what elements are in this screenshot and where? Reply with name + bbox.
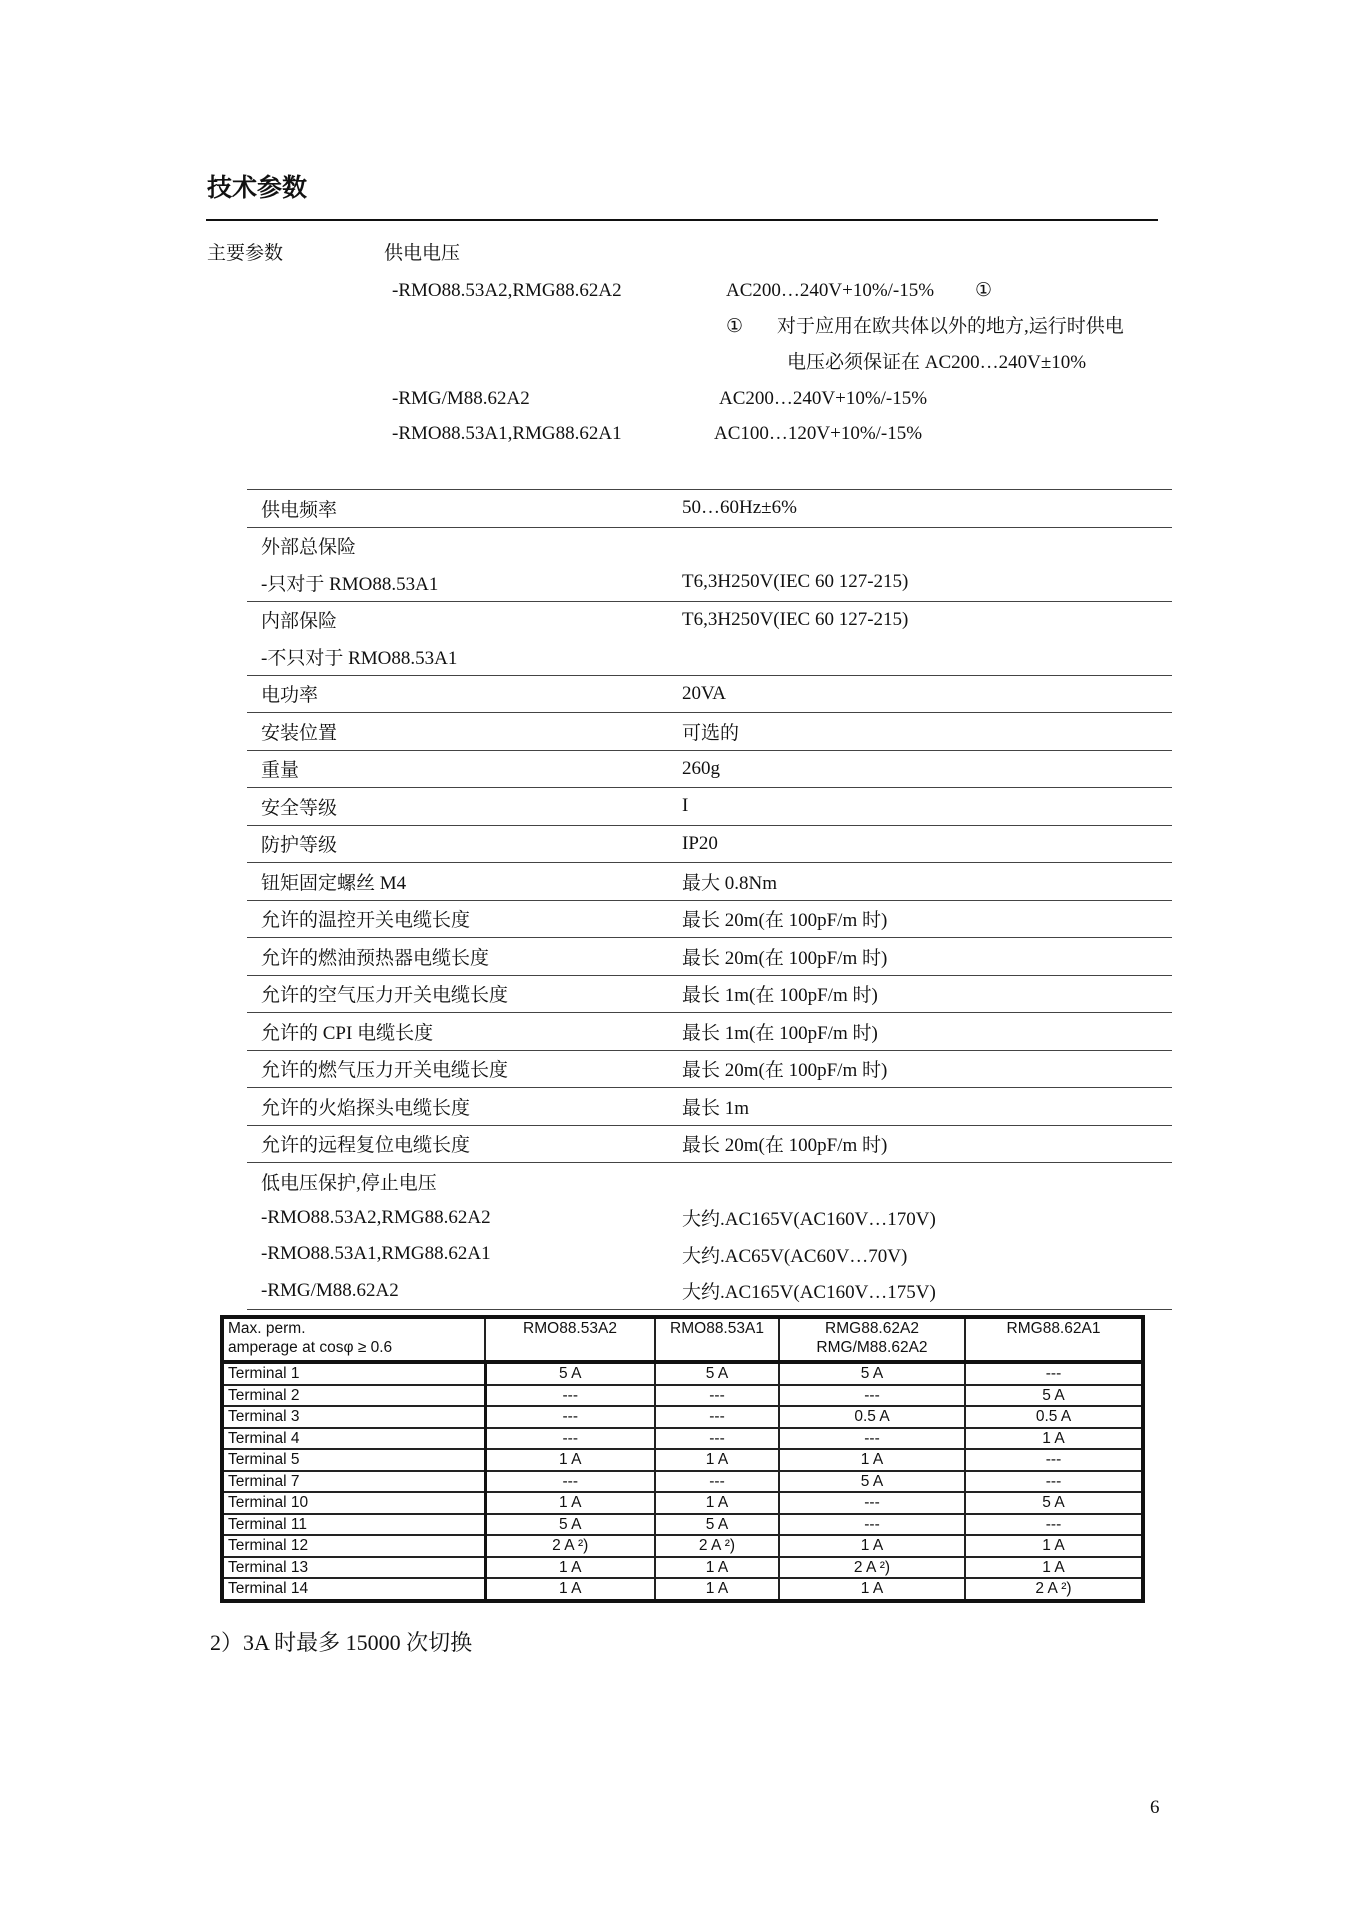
- spec-value: 最长 20m(在 100pF/m 时): [682, 900, 1172, 938]
- amp-value: 1 A: [779, 1578, 965, 1601]
- header-line: RMG88.62A2: [825, 1320, 919, 1337]
- spec-row: [247, 1273, 1172, 1310]
- spec-value: 大约.AC65V(AC60V…70V): [682, 1245, 908, 1267]
- spec-label: 防护等级: [247, 825, 682, 863]
- amp-value: 5 A: [485, 1362, 655, 1385]
- spec-value: [682, 1163, 1172, 1200]
- amp-row: [222, 1428, 1143, 1450]
- amp-value: 5 A: [655, 1514, 779, 1536]
- terminal-label: Terminal 4: [222, 1428, 485, 1450]
- spec-label: -RMO88.53A2,RMG88.62A2: [261, 1206, 491, 1228]
- amp-value: ---: [965, 1449, 1143, 1471]
- spec-label: 低电压保护,停止电压: [247, 1163, 682, 1200]
- amp-value: ---: [779, 1492, 965, 1514]
- header-line: RMO88.53A2: [523, 1320, 617, 1337]
- amp-value: 2 A ²): [485, 1535, 655, 1557]
- voltage-value: AC200…240V+10%/-15%: [719, 388, 928, 409]
- spec-value: 最长 1m(在 100pF/m 时): [682, 975, 1172, 1013]
- amp-col-header: [485, 1317, 655, 1362]
- page-number: 6: [1150, 1797, 1160, 1818]
- voltage-model: -RMO88.53A2,RMG88.62A2: [392, 280, 622, 301]
- amp-value: ---: [655, 1385, 779, 1407]
- spec-label: 内部保险: [247, 601, 682, 638]
- amp-value: 1 A: [655, 1492, 779, 1514]
- amp-row: [222, 1557, 1143, 1579]
- spec-value: 最长 20m(在 100pF/m 时): [682, 1050, 1172, 1088]
- terminal-label: Terminal 11: [222, 1514, 485, 1536]
- spec-label: 允许的温控开关电缆长度: [247, 900, 682, 938]
- amp-row: [222, 1385, 1143, 1407]
- amp-value: 0.5 A: [965, 1406, 1143, 1428]
- amp-value: 1 A: [655, 1557, 779, 1579]
- amp-value: 5 A: [485, 1514, 655, 1536]
- terminal-label: Terminal 12: [222, 1535, 485, 1557]
- amp-value: ---: [965, 1514, 1143, 1536]
- amp-value: 1 A: [779, 1449, 965, 1471]
- spec-value: 20VA: [682, 675, 1172, 713]
- amp-col-header: [965, 1317, 1143, 1362]
- spec-row: [247, 638, 1172, 675]
- voltage-value: AC100…120V+10%/-15%: [714, 423, 923, 444]
- amp-value: 5 A: [779, 1471, 965, 1493]
- spec-row: [247, 713, 1172, 751]
- terminal-label: Terminal 7: [222, 1471, 485, 1493]
- amp-value: 5 A: [655, 1362, 779, 1385]
- amp-value: 0.5 A: [779, 1406, 965, 1428]
- terminal-label: Terminal 14: [222, 1578, 485, 1601]
- amp-row: [222, 1535, 1143, 1557]
- voltage-model: -RMO88.53A1,RMG88.62A1: [392, 423, 622, 444]
- spec-value: 大约.AC165V(AC160V…175V): [682, 1273, 1172, 1310]
- spec-row: [247, 1088, 1172, 1126]
- terminal-label: Terminal 10: [222, 1492, 485, 1514]
- spec-value: IP20: [682, 825, 1172, 863]
- amp-value: ---: [655, 1471, 779, 1493]
- amp-value: ---: [779, 1428, 965, 1450]
- spec-value: T6,3H250V(IEC 60 127-215): [682, 601, 1172, 638]
- amp-value: 1 A: [965, 1557, 1143, 1579]
- spec-value: 最长 20m(在 100pF/m 时): [682, 1125, 1172, 1163]
- terminal-label: Terminal 1: [222, 1362, 485, 1385]
- spec-row: [247, 1163, 1172, 1200]
- amperage-table: [220, 1315, 1145, 1603]
- note-mark: ①: [726, 316, 744, 337]
- amp-value: 1 A: [485, 1557, 655, 1579]
- amp-value: ---: [779, 1385, 965, 1407]
- header-line: RMG/M88.62A2: [816, 1339, 928, 1356]
- spec-row: [247, 900, 1172, 938]
- amp-value: 2 A ²): [655, 1535, 779, 1557]
- note-text: 对于应用在欧共体以外的地方,运行时供电: [777, 316, 1124, 337]
- spec-label: 供电频率: [247, 490, 682, 528]
- spec-row: [247, 490, 1172, 528]
- spec-label: -RMO88.53A1,RMG88.62A1: [261, 1243, 491, 1265]
- spec-value: 最长 1m(在 100pF/m 时): [682, 1013, 1172, 1051]
- spec-label: 允许的空气压力开关电缆长度: [247, 975, 682, 1013]
- amp-row: [222, 1578, 1143, 1601]
- spec-value: 最长 1m: [682, 1088, 1172, 1126]
- spec-row: [247, 1013, 1172, 1051]
- amp-value: 1 A: [779, 1535, 965, 1557]
- voltage-value: AC200…240V+10%/-15%: [726, 280, 935, 301]
- amp-value: ---: [655, 1406, 779, 1428]
- spec-label: 钮矩固定螺丝 M4: [247, 863, 682, 901]
- spec-value: 大约.AC165V(AC160V…170V): [682, 1209, 936, 1231]
- amp-value: 1 A: [485, 1578, 655, 1601]
- spec-row: [247, 564, 1172, 601]
- amp-row: [222, 1449, 1143, 1471]
- amp-value: 1 A: [485, 1449, 655, 1471]
- spec-label: -不只对于 RMO88.53A1: [261, 647, 458, 669]
- header-line: RMO88.53A1: [670, 1320, 764, 1337]
- header-line: RMG88.62A1: [1006, 1320, 1101, 1337]
- amp-row: [222, 1362, 1143, 1385]
- spec-row: [247, 975, 1172, 1013]
- spec-row: [247, 1200, 1172, 1237]
- spec-table: [247, 489, 1172, 1310]
- amp-value: ---: [965, 1362, 1143, 1385]
- voltage-model: -RMG/M88.62A2: [392, 388, 530, 409]
- spec-row: [247, 1236, 1172, 1273]
- spec-label: 外部总保险: [247, 527, 682, 564]
- amp-value: ---: [485, 1385, 655, 1407]
- spec-label: 允许的燃气压力开关电缆长度: [247, 1050, 682, 1088]
- terminal-label: Terminal 3: [222, 1406, 485, 1428]
- header-line: Max. perm.: [228, 1320, 306, 1337]
- spec-row: [247, 788, 1172, 826]
- spec-label: 允许的远程复位电缆长度: [247, 1125, 682, 1163]
- spec-row: [247, 527, 1172, 564]
- spec-label: 安全等级: [247, 788, 682, 826]
- note-mark: ①: [975, 280, 993, 301]
- header-line: amperage at cosφ ≥ 0.6: [228, 1339, 393, 1356]
- spec-value: 最长 20m(在 100pF/m 时): [682, 938, 1172, 976]
- amp-value: ---: [779, 1514, 965, 1536]
- amp-row: [222, 1514, 1143, 1536]
- amp-value: 1 A: [655, 1449, 779, 1471]
- spec-label: -只对于 RMO88.53A1: [261, 573, 439, 595]
- spec-value: [682, 527, 1172, 564]
- amp-value: 5 A: [779, 1362, 965, 1385]
- spec-value: 最大 0.8Nm: [682, 863, 1172, 901]
- title-divider: [206, 219, 1158, 221]
- terminal-label: Terminal 2: [222, 1385, 485, 1407]
- spec-row: [247, 1125, 1172, 1163]
- amp-col-header: [655, 1317, 779, 1362]
- spec-row: [247, 675, 1172, 713]
- amp-value: ---: [655, 1428, 779, 1450]
- spec-value: 50…60Hz±6%: [682, 490, 1172, 528]
- terminal-label: Terminal 13: [222, 1557, 485, 1579]
- amp-value: ---: [485, 1406, 655, 1428]
- amp-col-header: [779, 1317, 965, 1362]
- spec-value: 可选的: [682, 713, 1172, 751]
- section-label: 主要参数: [207, 243, 284, 264]
- amp-header-label: [222, 1317, 485, 1362]
- spec-row: [247, 938, 1172, 976]
- amp-value: 2 A ²): [965, 1578, 1143, 1601]
- spec-value: T6,3H250V(IEC 60 127-215): [682, 571, 909, 593]
- amp-value: 1 A: [965, 1535, 1143, 1557]
- spec-label: 允许的燃油预热器电缆长度: [247, 938, 682, 976]
- amp-value: 2 A ²): [779, 1557, 965, 1579]
- amp-row: [222, 1406, 1143, 1428]
- footnote: 2）3A 时最多 15000 次切换: [210, 1630, 473, 1655]
- note-text: 电压必须保证在 AC200…240V±10%: [787, 352, 1087, 373]
- spec-value: 260g: [682, 750, 1172, 788]
- spec-row: [247, 863, 1172, 901]
- spec-label: 电功率: [247, 675, 682, 713]
- spec-row: [247, 750, 1172, 788]
- amp-value: 1 A: [655, 1578, 779, 1601]
- amp-row: [222, 1492, 1143, 1514]
- spec-value: I: [682, 788, 1172, 826]
- amp-row: [222, 1471, 1143, 1493]
- spec-label: 安装位置: [247, 713, 682, 751]
- spec-label: 允许的 CPI 电缆长度: [247, 1013, 682, 1051]
- amp-value: ---: [485, 1471, 655, 1493]
- amp-value: ---: [485, 1428, 655, 1450]
- amp-value: 1 A: [965, 1428, 1143, 1450]
- spec-row: [247, 825, 1172, 863]
- spec-label: 允许的火焰探头电缆长度: [247, 1088, 682, 1126]
- spec-row: [247, 601, 1172, 638]
- terminal-label: Terminal 5: [222, 1449, 485, 1471]
- spec-value: [682, 638, 1172, 675]
- page-title: 技术参数: [207, 175, 308, 202]
- spec-row: [247, 1050, 1172, 1088]
- spec-label: -RMG/M88.62A2: [247, 1273, 682, 1310]
- amp-value: 5 A: [965, 1492, 1143, 1514]
- spec-label: 重量: [247, 750, 682, 788]
- amp-value: 5 A: [965, 1385, 1143, 1407]
- amp-value: ---: [965, 1471, 1143, 1493]
- amp-header-row: [222, 1317, 1143, 1362]
- amp-value: 1 A: [485, 1492, 655, 1514]
- supply-voltage-label: 供电电压: [384, 243, 461, 264]
